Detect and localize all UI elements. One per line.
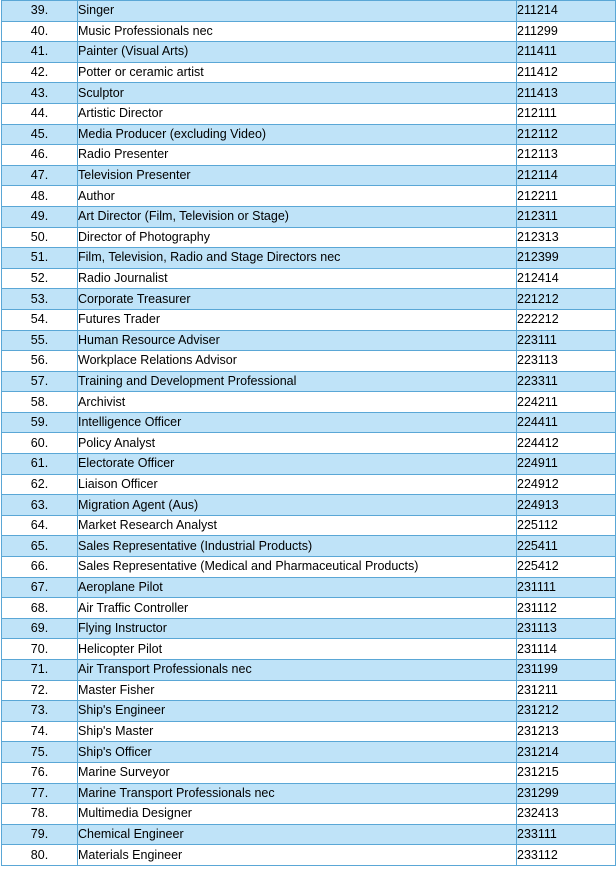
occupation-code-cell: 211411 bbox=[517, 42, 616, 63]
occupation-code-cell: 231199 bbox=[517, 660, 616, 681]
occupation-code-cell: 222212 bbox=[517, 309, 616, 330]
occupation-code-cell: 212114 bbox=[517, 165, 616, 186]
table-row bbox=[2, 474, 616, 495]
table-row bbox=[2, 433, 616, 454]
row-number-cell: 43. bbox=[2, 83, 78, 104]
occupation-name-cell: Painter (Visual Arts) bbox=[78, 42, 517, 63]
occupation-name-cell: Multimedia Designer bbox=[78, 804, 517, 825]
occupation-code-cell: 231114 bbox=[517, 639, 616, 660]
row-number-cell: 40. bbox=[2, 21, 78, 42]
occupation-name-cell: Potter or ceramic artist bbox=[78, 62, 517, 83]
occupation-name-cell: Media Producer (excluding Video) bbox=[78, 124, 517, 145]
occupation-name-cell: Ship's Officer bbox=[78, 742, 517, 763]
occupation-name-cell: Sales Representative (Medical and Pharmaceutical Products) bbox=[78, 557, 517, 578]
row-number-cell: 66. bbox=[2, 557, 78, 578]
occupation-code-cell: 231113 bbox=[517, 618, 616, 639]
occupation-code-cell: 224913 bbox=[517, 495, 616, 516]
occupation-name-cell: Ship's Master bbox=[78, 721, 517, 742]
table-row bbox=[2, 62, 616, 83]
occupation-name-cell: Helicopter Pilot bbox=[78, 639, 517, 660]
occupation-code-cell: 231112 bbox=[517, 598, 616, 619]
row-number-cell: 60. bbox=[2, 433, 78, 454]
row-number-cell: 68. bbox=[2, 598, 78, 619]
table-row bbox=[2, 103, 616, 124]
table-row bbox=[2, 618, 616, 639]
table-row bbox=[2, 165, 616, 186]
occupation-name-cell: Air Transport Professionals nec bbox=[78, 660, 517, 681]
occupation-name-cell: Master Fisher bbox=[78, 680, 517, 701]
occupation-name-cell: Liaison Officer bbox=[78, 474, 517, 495]
occupation-code-cell: 212311 bbox=[517, 206, 616, 227]
occupation-code-cell: 233112 bbox=[517, 845, 616, 866]
occupation-code-cell: 212211 bbox=[517, 186, 616, 207]
occupation-name-cell: Training and Development Professional bbox=[78, 371, 517, 392]
table-row bbox=[2, 598, 616, 619]
row-number-cell: 45. bbox=[2, 124, 78, 145]
occupation-name-cell: Policy Analyst bbox=[78, 433, 517, 454]
occupation-name-cell: Archivist bbox=[78, 392, 517, 413]
occupation-code-cell: 224411 bbox=[517, 412, 616, 433]
occupation-code-cell: 211413 bbox=[517, 83, 616, 104]
occupation-name-cell: Ship's Engineer bbox=[78, 701, 517, 722]
row-number-cell: 55. bbox=[2, 330, 78, 351]
table-row bbox=[2, 412, 616, 433]
occupation-name-cell: Air Traffic Controller bbox=[78, 598, 517, 619]
row-number-cell: 42. bbox=[2, 62, 78, 83]
occupation-name-cell: Aeroplane Pilot bbox=[78, 577, 517, 598]
table-row bbox=[2, 515, 616, 536]
occupation-code-cell: 231215 bbox=[517, 762, 616, 783]
occupation-name-cell: Workplace Relations Advisor bbox=[78, 351, 517, 372]
occupation-code-cell: 231213 bbox=[517, 721, 616, 742]
occupation-code-cell: 212112 bbox=[517, 124, 616, 145]
occupation-code-cell: 231212 bbox=[517, 701, 616, 722]
table-row bbox=[2, 1, 616, 22]
row-number-cell: 53. bbox=[2, 289, 78, 310]
row-number-cell: 59. bbox=[2, 412, 78, 433]
row-number-cell: 70. bbox=[2, 639, 78, 660]
row-number-cell: 62. bbox=[2, 474, 78, 495]
occupation-name-cell: Sculptor bbox=[78, 83, 517, 104]
occupation-name-cell: Flying Instructor bbox=[78, 618, 517, 639]
row-number-cell: 51. bbox=[2, 248, 78, 269]
occupation-code-cell: 232413 bbox=[517, 804, 616, 825]
row-number-cell: 46. bbox=[2, 145, 78, 166]
occupation-name-cell: Human Resource Adviser bbox=[78, 330, 517, 351]
occupation-code-cell: 223311 bbox=[517, 371, 616, 392]
row-number-cell: 52. bbox=[2, 268, 78, 289]
table-row bbox=[2, 289, 616, 310]
table-row bbox=[2, 536, 616, 557]
row-number-cell: 50. bbox=[2, 227, 78, 248]
table-row bbox=[2, 351, 616, 372]
table-row bbox=[2, 495, 616, 516]
table-row bbox=[2, 804, 616, 825]
table-row bbox=[2, 845, 616, 866]
occupation-name-cell: Artistic Director bbox=[78, 103, 517, 124]
table-row bbox=[2, 762, 616, 783]
occupation-code-cell: 212399 bbox=[517, 248, 616, 269]
table-row bbox=[2, 721, 616, 742]
table-row bbox=[2, 660, 616, 681]
table-row bbox=[2, 371, 616, 392]
occupation-code-cell: 211412 bbox=[517, 62, 616, 83]
row-number-cell: 49. bbox=[2, 206, 78, 227]
row-number-cell: 73. bbox=[2, 701, 78, 722]
row-number-cell: 75. bbox=[2, 742, 78, 763]
row-number-cell: 54. bbox=[2, 309, 78, 330]
row-number-cell: 48. bbox=[2, 186, 78, 207]
row-number-cell: 67. bbox=[2, 577, 78, 598]
occupation-name-cell: Author bbox=[78, 186, 517, 207]
occupation-name-cell: Marine Surveyor bbox=[78, 762, 517, 783]
row-number-cell: 74. bbox=[2, 721, 78, 742]
table-row bbox=[2, 206, 616, 227]
occupation-code-cell: 225411 bbox=[517, 536, 616, 557]
occupation-name-cell: Chemical Engineer bbox=[78, 824, 517, 845]
row-number-cell: 58. bbox=[2, 392, 78, 413]
occupation-name-cell: Radio Presenter bbox=[78, 145, 517, 166]
occupation-code-cell: 225112 bbox=[517, 515, 616, 536]
row-number-cell: 47. bbox=[2, 165, 78, 186]
occupation-code-cell: 231111 bbox=[517, 577, 616, 598]
table-row bbox=[2, 701, 616, 722]
table-row bbox=[2, 392, 616, 413]
table-row bbox=[2, 145, 616, 166]
occupation-code-cell: 211214 bbox=[517, 1, 616, 22]
table-row bbox=[2, 227, 616, 248]
row-number-cell: 64. bbox=[2, 515, 78, 536]
occupation-code-cell: 212414 bbox=[517, 268, 616, 289]
table-row bbox=[2, 577, 616, 598]
occupation-code-cell: 231214 bbox=[517, 742, 616, 763]
row-number-cell: 71. bbox=[2, 660, 78, 681]
occupation-code-cell: 231211 bbox=[517, 680, 616, 701]
occupation-code-cell: 231299 bbox=[517, 783, 616, 804]
occupation-code-cell: 212111 bbox=[517, 103, 616, 124]
table-row bbox=[2, 186, 616, 207]
table-row bbox=[2, 248, 616, 269]
occupation-name-cell: Materials Engineer bbox=[78, 845, 517, 866]
occupation-name-cell: Corporate Treasurer bbox=[78, 289, 517, 310]
row-number-cell: 77. bbox=[2, 783, 78, 804]
occupation-code-cell: 224211 bbox=[517, 392, 616, 413]
occupation-code-cell: 224912 bbox=[517, 474, 616, 495]
occupation-code-cell: 225412 bbox=[517, 557, 616, 578]
occupation-code-cell: 223113 bbox=[517, 351, 616, 372]
row-number-cell: 41. bbox=[2, 42, 78, 63]
row-number-cell: 63. bbox=[2, 495, 78, 516]
row-number-cell: 65. bbox=[2, 536, 78, 557]
occupation-name-cell: Radio Journalist bbox=[78, 268, 517, 289]
table-row bbox=[2, 42, 616, 63]
row-number-cell: 39. bbox=[2, 1, 78, 22]
table-row bbox=[2, 639, 616, 660]
row-number-cell: 61. bbox=[2, 454, 78, 475]
row-number-cell: 80. bbox=[2, 845, 78, 866]
occupation-code-cell: 212113 bbox=[517, 145, 616, 166]
table-row bbox=[2, 268, 616, 289]
table-row bbox=[2, 309, 616, 330]
occupation-code-cell: 212313 bbox=[517, 227, 616, 248]
table-row bbox=[2, 557, 616, 578]
table-row bbox=[2, 83, 616, 104]
row-number-cell: 56. bbox=[2, 351, 78, 372]
occupation-name-cell: Electorate Officer bbox=[78, 454, 517, 475]
occupation-name-cell: Intelligence Officer bbox=[78, 412, 517, 433]
occupation-code-cell: 233111 bbox=[517, 824, 616, 845]
row-number-cell: 72. bbox=[2, 680, 78, 701]
occupation-name-cell: Market Research Analyst bbox=[78, 515, 517, 536]
table-row bbox=[2, 680, 616, 701]
row-number-cell: 57. bbox=[2, 371, 78, 392]
table-row bbox=[2, 824, 616, 845]
table-row bbox=[2, 330, 616, 351]
occupation-name-cell: Art Director (Film, Television or Stage) bbox=[78, 206, 517, 227]
occupation-code-cell: 221212 bbox=[517, 289, 616, 310]
occupation-name-cell: Television Presenter bbox=[78, 165, 517, 186]
occupation-name-cell: Migration Agent (Aus) bbox=[78, 495, 517, 516]
occupation-name-cell: Singer bbox=[78, 1, 517, 22]
occupation-code-cell: 224412 bbox=[517, 433, 616, 454]
row-number-cell: 79. bbox=[2, 824, 78, 845]
occupation-name-cell: Marine Transport Professionals nec bbox=[78, 783, 517, 804]
row-number-cell: 69. bbox=[2, 618, 78, 639]
occupation-table bbox=[1, 0, 616, 866]
table-row bbox=[2, 124, 616, 145]
row-number-cell: 76. bbox=[2, 762, 78, 783]
row-number-cell: 78. bbox=[2, 804, 78, 825]
table-row bbox=[2, 21, 616, 42]
occupation-name-cell: Film, Television, Radio and Stage Directors nec bbox=[78, 248, 517, 269]
occupation-table-body bbox=[2, 1, 616, 866]
occupation-name-cell: Sales Representative (Industrial Products) bbox=[78, 536, 517, 557]
table-row bbox=[2, 783, 616, 804]
occupation-name-cell: Futures Trader bbox=[78, 309, 517, 330]
occupation-code-cell: 224911 bbox=[517, 454, 616, 475]
occupation-name-cell: Director of Photography bbox=[78, 227, 517, 248]
table-row bbox=[2, 742, 616, 763]
row-number-cell: 44. bbox=[2, 103, 78, 124]
occupation-code-cell: 211299 bbox=[517, 21, 616, 42]
occupation-code-cell: 223111 bbox=[517, 330, 616, 351]
occupation-name-cell: Music Professionals nec bbox=[78, 21, 517, 42]
table-row bbox=[2, 454, 616, 475]
